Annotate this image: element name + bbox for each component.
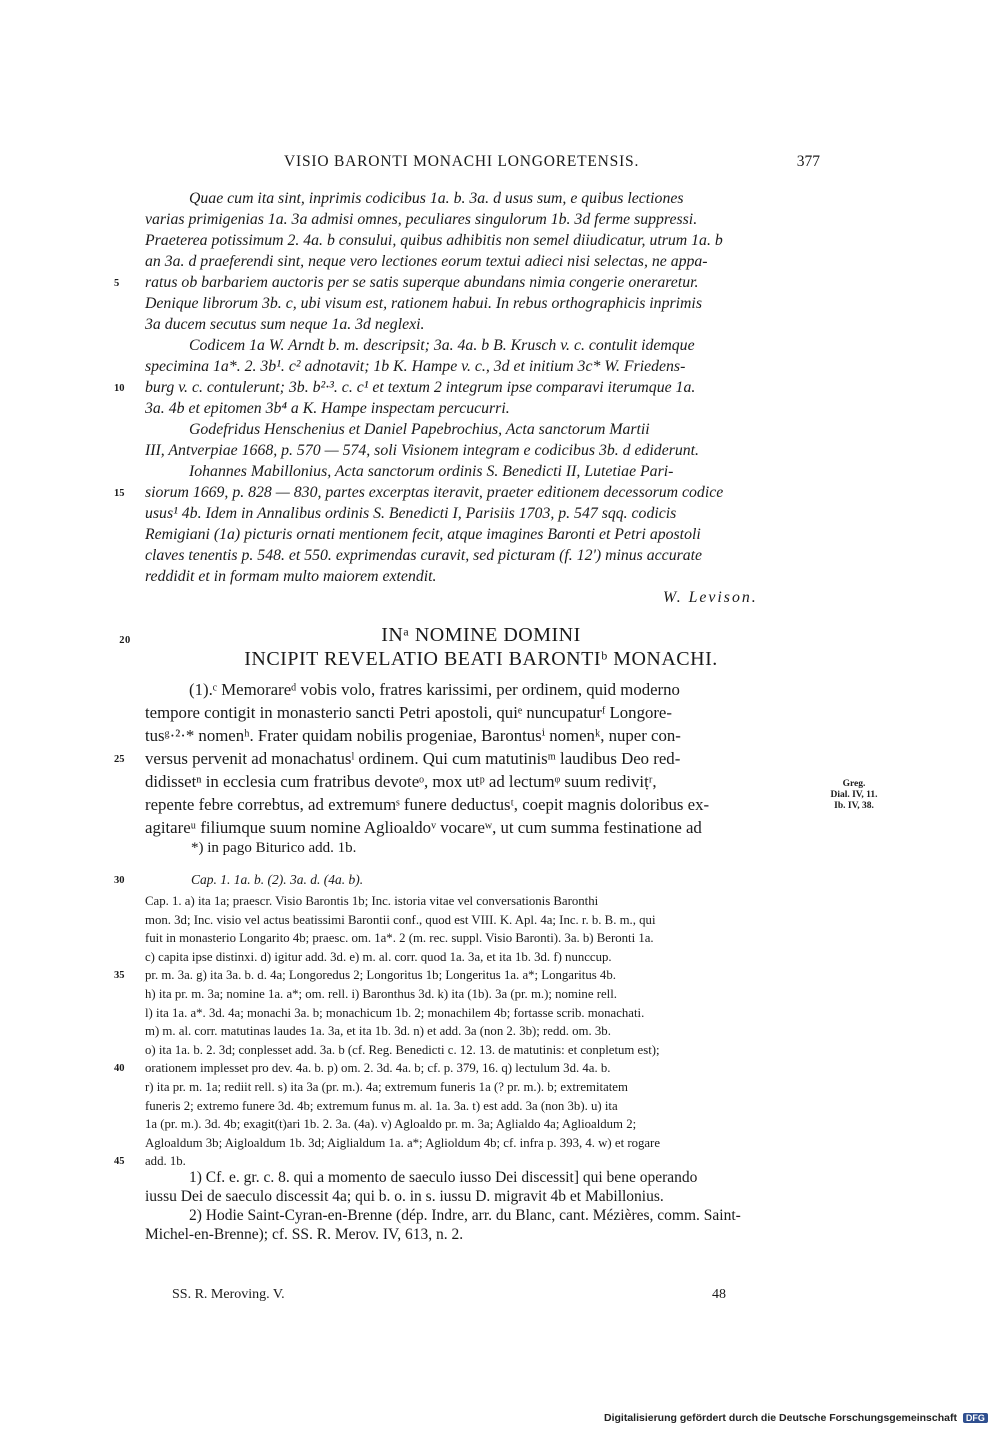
critical-apparatus — [114, 892, 817, 1171]
line-text: Agloaldum 3b; Aigloaldum 1b. 3d; Aiglialdum 1a. a*; Aglioldum 4b; cf. infra p. 393, 4. w) et rogare — [145, 1135, 660, 1150]
apparatus-line — [145, 892, 817, 911]
series-label: SS. R. Meroving. V. — [172, 1287, 285, 1302]
line-text: o) ita 1a. b. 2. 3d; conplesset add. 3a. b (cf. Reg. Benedicti c. 12. 13. de matutinis: et conpletum est); — [145, 1042, 660, 1057]
line-text: 1a (pr. m.). 3d. 4b; exagit(t)ari 1b. 2. 3a. (4a). v) Agloaldo pr. m. 3a; Aglialdo 4a; Aglioaldum 2; — [145, 1117, 637, 1132]
intro-line — [114, 482, 817, 503]
line-text: usus¹ 4b. Idem in Annalibus ordinis S. Benedicti I, Parisiis 1703, p. 547 sqq. codicis — [145, 505, 677, 522]
line-text: mon. 3d; Inc. visio vel actus beatissimi Barontii conf., quod est VIII. K. Apl. 4a; Inc. r. b. B. m., qui — [145, 912, 656, 927]
line-text: 1) Cf. e. gr. c. 8. qui a momento de saeculo iusso Dei discessit] qui bene operando — [189, 1169, 698, 1186]
intro-line — [145, 461, 817, 482]
historical-notes — [145, 1168, 817, 1244]
line-text: m) m. al. corr. matutinas laudes 1a. 3a, et ita 1b. 3d. n) et add. 3a (non 2. 3b); redd. om. 3b. — [145, 1024, 611, 1039]
line-text: 3a. 4b et epitomen 3b⁴ a K. Hampe inspectam percucurri. — [145, 400, 510, 417]
line-text: burg v. c. contulerunt; 3b. b²·³. c. c¹ et textum 2 integrum ipse comparavi iterumque 1a. — [145, 379, 696, 396]
line-text: claves tenentis p. 548. et 550. exprimendas curavit, sed picturam (f. 12') minus accurate — [145, 547, 703, 564]
line-text: add. 1b. — [145, 1154, 186, 1169]
line-number: 45 — [114, 1156, 125, 1168]
line-text: repente febre correbtus, ad extremumˢ funere deductusᵗ, coepit magnis doloribus ex- — [145, 795, 710, 814]
intro-line — [114, 377, 817, 398]
margin-note-line: Ib. IV, 38. — [834, 801, 874, 811]
main-line — [145, 816, 817, 839]
line-number: 40 — [114, 1063, 125, 1075]
apparatus-line — [145, 1115, 817, 1134]
intro-line — [145, 335, 817, 356]
document-title-line1 — [119, 623, 817, 647]
line-number: 5 — [114, 278, 120, 289]
page-footer — [172, 1287, 732, 1303]
main-line — [114, 747, 817, 770]
line-text: Cap. 1. a) ita 1a; praescr. Visio Barontis 1b; Inc. istoria vitae vel conversationis Baronthi — [145, 894, 599, 908]
intro-line — [145, 314, 817, 335]
title-text-1: INᵃ NOMINE DOMINI — [381, 624, 581, 646]
dfg-logo-icon: DFG — [963, 1413, 988, 1423]
line-text: h) ita pr. m. 3a; nomine 1a. a*; om. rell. i) Baronthus 3d. k) ita (1b). 3a (pr. m.); nomine rell. — [145, 986, 617, 1001]
line-text: didissetⁿ in ecclesia cum fratribus devoteᵒ, mox utᵖ ad lectumᵠ suum rediviṭʳ, — [145, 772, 657, 791]
credit-text: Digitalisierung gefördert durch die Deutsche Forschungsgemeinschaft — [604, 1412, 957, 1424]
line-text: specimina 1a*. 2. 3b¹. c² adnotavit; 1b K. Hampe v. c., 3d et initium 3c* W. Friedens- — [145, 358, 686, 375]
note-line — [145, 1225, 817, 1244]
apparatus-line — [145, 985, 817, 1004]
margin-note-line: Dial. IV, 11. — [830, 790, 878, 800]
intro-line — [114, 272, 817, 293]
line-number: 10 — [114, 383, 125, 394]
intro-line — [145, 545, 817, 566]
apparatus-line — [145, 948, 817, 967]
intro-line — [145, 398, 817, 419]
line-text: 3a ducem secutus sum neque 1a. 3d neglexi. — [145, 316, 425, 333]
line-text: tusᵍ·²·* nomenʰ. Frater quidam nobilis progeniae, Barontusⁱ nomenᵏ, nuper con- — [145, 726, 681, 745]
main-line — [145, 678, 817, 701]
title-text-2: INCIPIT REVELATIO BEATI BARONTIᵇ MONACHI. — [244, 648, 718, 670]
intro-line — [145, 209, 817, 230]
apparatus-line — [145, 1097, 817, 1116]
apparatus-line — [145, 1004, 817, 1023]
cap-line-text: Cap. 1. 1a. b. (2). 3a. d. (4a. b). — [191, 872, 364, 887]
note-line — [145, 1168, 817, 1187]
line-text: siorum 1669, p. 828 — 830, partes excerptas iteravit, praeter editionem decessorum codice — [145, 484, 724, 501]
line-text: III, Antverpiae 1668, p. 570 — 574, soli Visionem integram e codicibus 3b. d ediderunt. — [145, 442, 699, 459]
line-text: fuit in monasterio Longarito 4b; praesc. om. 1a*. 2 (m. rec. suppl. Visio Baronti). 3a. b) Beronti 1a. — [145, 931, 654, 946]
apparatus-line — [145, 1134, 817, 1153]
intro-line — [145, 566, 817, 587]
signature-line — [145, 587, 817, 608]
intro-line — [145, 440, 817, 461]
main-line — [145, 770, 817, 793]
margin-note-line: Greg. — [842, 779, 866, 789]
line-text: varias primigenias 1a. 3a admisi omnes, peculiares singulorum 1b. 3d ferme suppressi. — [145, 211, 698, 228]
document-title-line2 — [145, 646, 817, 672]
line-text: Denique librorum 3b. c, ubi visum est, rationem habui. In rebus orthographicis inprimis — [145, 295, 702, 312]
line-text: tempore contigit in monasterio sancti Petri apostoli, quiᵉ nuncupaturᶠ Longore- — [145, 703, 672, 722]
line-text: Remigiani (1a) picturis ornati mentionem fecit, atque imagines Baronti et Petri apostoli — [145, 526, 701, 543]
intro-paragraphs — [114, 188, 817, 587]
apparatus-line — [145, 911, 817, 930]
line-text: Iohannes Mabillonius, Acta sanctorum ordinis S. Benedicti II, Lutetiae Pari- — [189, 463, 674, 480]
main-text — [114, 678, 817, 839]
line-text: reddidit et in formam multo maiorem extendit. — [145, 568, 437, 585]
line-text: pr. m. 3a. g) ita 3a. b. d. 4a; Longoredus 2; Longoritus 1b; Longeritus 1a. a*; Longaritus 4b. — [145, 968, 616, 983]
line-number: 15 — [114, 488, 125, 499]
line-text: iussu Dei de saeculo discessit 4a; qui b. o. in s. iussu D. migravit 4b et Mabillonius. — [145, 1188, 664, 1205]
line-text: funeris 2; extremo funere 3d. 4b; extremum funus m. al. 1a. 3a. t) est add. 3a (non 3b). u) ita — [145, 1098, 618, 1113]
line-text: l) ita 1a. a*. 3d. 4a; monachi 3a. b; monachicum 1b. 2; monachilem 4b; fortasse scrib. monachati. — [145, 1005, 645, 1020]
line-number: 20 — [119, 635, 131, 646]
line-text: Codicem 1a W. Arndt b. m. descripsit; 3a. 4a. b B. Krusch v. c. contulit idemque — [189, 337, 695, 354]
line-text: r) ita pr. m. 1a; rediit rell. s) ita 3a (pr. m.). 4a; extremum funeris 1a (? pr. m.). b; extremitatem — [145, 1079, 628, 1094]
running-header — [284, 153, 820, 171]
line-text: c) capita ipse distinxi. d) igitur add. 3d. e) m. al. corr. quod 1a. 3a, et ita 1b. 3d. f) nunccup. — [145, 949, 612, 964]
intro-line — [145, 419, 817, 440]
footnote-star — [145, 838, 817, 858]
signature-mark: 48 — [712, 1287, 726, 1302]
apparatus-line — [145, 1078, 817, 1097]
apparatus-line — [145, 1041, 817, 1060]
apparatus-line — [145, 929, 817, 948]
intro-line — [145, 356, 817, 377]
intro-line — [145, 524, 817, 545]
digitization-credit — [604, 1412, 988, 1424]
apparatus-line — [114, 1059, 817, 1078]
page-number: 377 — [796, 153, 820, 170]
line-text: Quae cum ita sint, inprimis codicibus 1a. b. 3a. d usus sum, e quibus lectiones — [189, 190, 684, 207]
signature: W. Levison. — [663, 589, 758, 606]
cap-line — [114, 870, 817, 890]
note-line — [145, 1206, 817, 1225]
line-text: Praeterea potissimum 2. 4a. b consului, quibus adhibitis non semel diiudicatur, utrum 1a. b — [145, 232, 723, 249]
main-line — [145, 701, 817, 724]
line-text: (1).ᶜ Memorareᵈ vobis volo, fratres karissimi, per ordinem, quid moderno — [189, 680, 680, 699]
line-text: agitareᵘ filiumque suum nomine Aglioaldoᵛ vocareʷ, ut cum summa festinatione ad — [145, 818, 702, 837]
footnote-star-text: *) in pago Biturico add. 1b. — [191, 840, 357, 856]
main-line — [145, 793, 817, 816]
intro-line — [145, 251, 817, 272]
line-text: versus pervenit ad monachatusˡ ordinem. Qui cum matutinisᵐ laudibus Deo red- — [145, 749, 681, 768]
line-number: 35 — [114, 970, 125, 982]
line-text: ratus ob barbariem auctoris per se satis superque abundans nimia congerie oneraretur. — [145, 274, 699, 291]
intro-line — [145, 503, 817, 524]
line-text: 2) Hodie Saint-Cyran-en-Brenne (dép. Indre, arr. du Blanc, cant. Mézières, comm. Saint- — [189, 1207, 741, 1224]
margin-note — [818, 779, 890, 812]
line-number: 30 — [114, 875, 125, 886]
line-text: an 3a. d praeferendi sint, neque vero lectiones eorum textui adieci nisi selectas, ne appa- — [145, 253, 708, 270]
apparatus-line — [114, 966, 817, 985]
line-number: 25 — [114, 754, 125, 765]
note-line — [145, 1187, 817, 1206]
intro-line — [145, 230, 817, 251]
line-text: Michel-en-Brenne); cf. SS. R. Merov. IV, 613, n. 2. — [145, 1226, 464, 1243]
intro-line — [145, 188, 817, 209]
intro-line — [145, 293, 817, 314]
line-text: orationem implesset pro dev. 4a. b. p) om. 2. 3d. 4a. b; cf. p. 379, 16. q) lectulum 3d. 4a. b. — [145, 1061, 611, 1076]
line-text: Godefridus Henschenius et Daniel Papebrochius, Acta sanctorum Martii — [189, 421, 650, 438]
apparatus-line — [145, 1022, 817, 1041]
main-line — [145, 724, 817, 747]
header-title: VISIO BARONTI MONACHI LONGORETENSIS. — [284, 153, 640, 170]
